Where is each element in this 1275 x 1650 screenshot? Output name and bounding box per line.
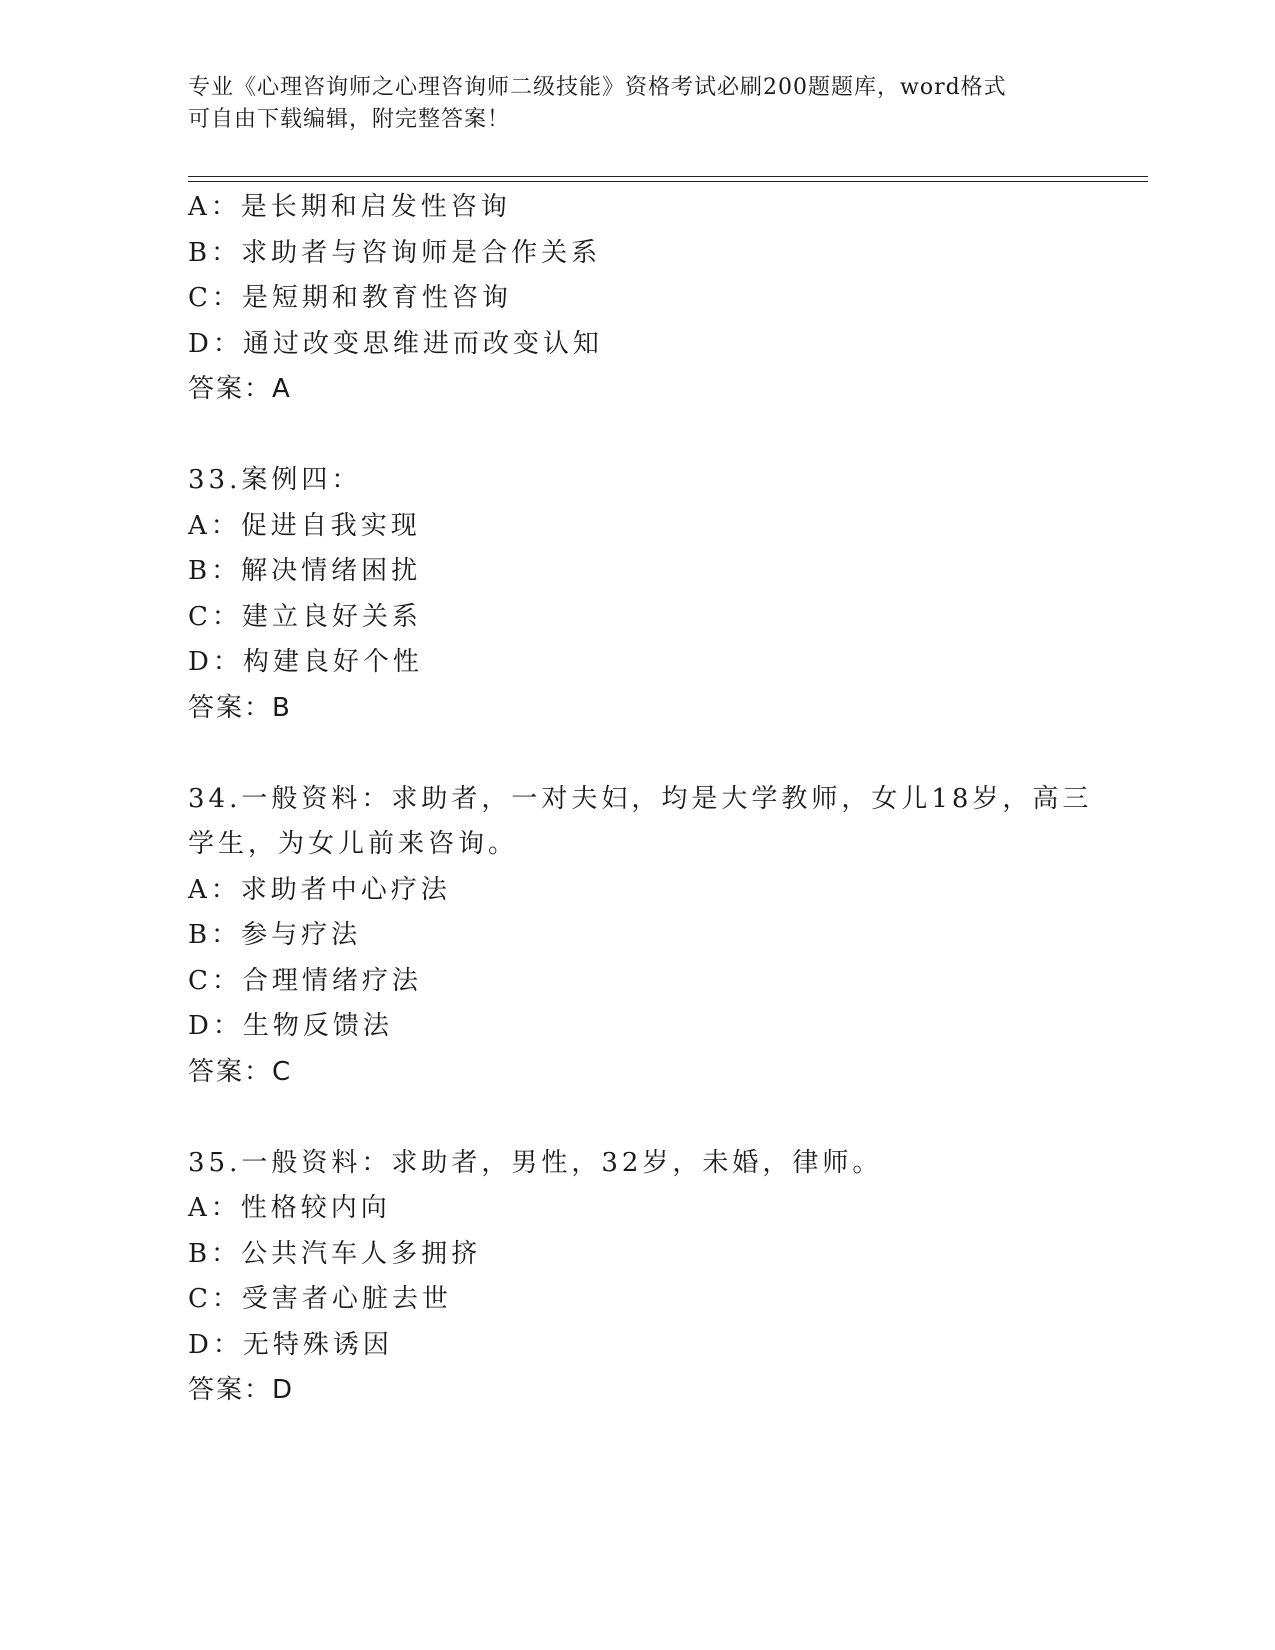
option-c: C：建立良好关系: [188, 601, 422, 632]
block-spacer: [188, 413, 1088, 459]
option-a: A：性格较内向: [188, 1193, 391, 1223]
header-divider-top: [188, 176, 1148, 177]
option-a: A：促进自我实现: [188, 510, 421, 541]
option-b: B：求助者与咨询师是合作关系: [188, 237, 602, 268]
question-list: [188, 185, 1093, 1414]
option-b: B：公共汽车人多拥挤: [188, 1238, 482, 1269]
question-stem: 34.一般资料：求助者，一对夫妇，均是大学教师，女儿18岁，高三: [188, 783, 1093, 814]
answer-line: 答案：B: [188, 692, 292, 723]
answer-line: 答案：C: [188, 1056, 293, 1087]
header-divider-bottom: [188, 181, 1148, 182]
option-d: D：生物反馈法: [188, 1011, 393, 1041]
option-c: C：合理情绪疗法: [188, 965, 422, 996]
option-b: B：参与疗法: [188, 920, 362, 950]
block-spacer: [188, 731, 1088, 777]
document-header: [188, 72, 1068, 136]
option-a: A：是长期和启发性咨询: [188, 192, 511, 222]
option-d: D：通过改变思维进而改变认知: [188, 328, 603, 359]
answer-line: 答案：A: [188, 374, 292, 404]
option-c: C：受害者心脏去世: [188, 1284, 452, 1314]
header-line-2: 可自由下载编辑，附完整答案！: [188, 107, 511, 132]
option-d: D：无特殊诱因: [188, 1329, 393, 1360]
answer-line: 答案：D: [188, 1375, 295, 1405]
question-block: [188, 1141, 1088, 1414]
question-block: [188, 458, 1088, 731]
question-block: [188, 185, 1088, 413]
option-c: C：是短期和教育性咨询: [188, 283, 512, 313]
question-stem-continued: 学生，为女儿前来咨询。: [188, 829, 519, 859]
option-a: A：求助者中心疗法: [188, 874, 451, 905]
block-spacer: [188, 1095, 1088, 1141]
question-block: [188, 777, 1093, 1096]
question-stem: 33.案例四：: [188, 465, 362, 495]
header-line-1: 专业《心理咨询师之心理咨询师二级技能》资格考试必刷200题题库，word格式: [188, 75, 1007, 100]
option-b: B：解决情绪困扰: [188, 556, 422, 586]
question-stem: 35.一般资料：求助者，男性，32岁，未婚，律师。: [188, 1147, 883, 1178]
option-d: D：构建良好个性: [188, 647, 423, 677]
